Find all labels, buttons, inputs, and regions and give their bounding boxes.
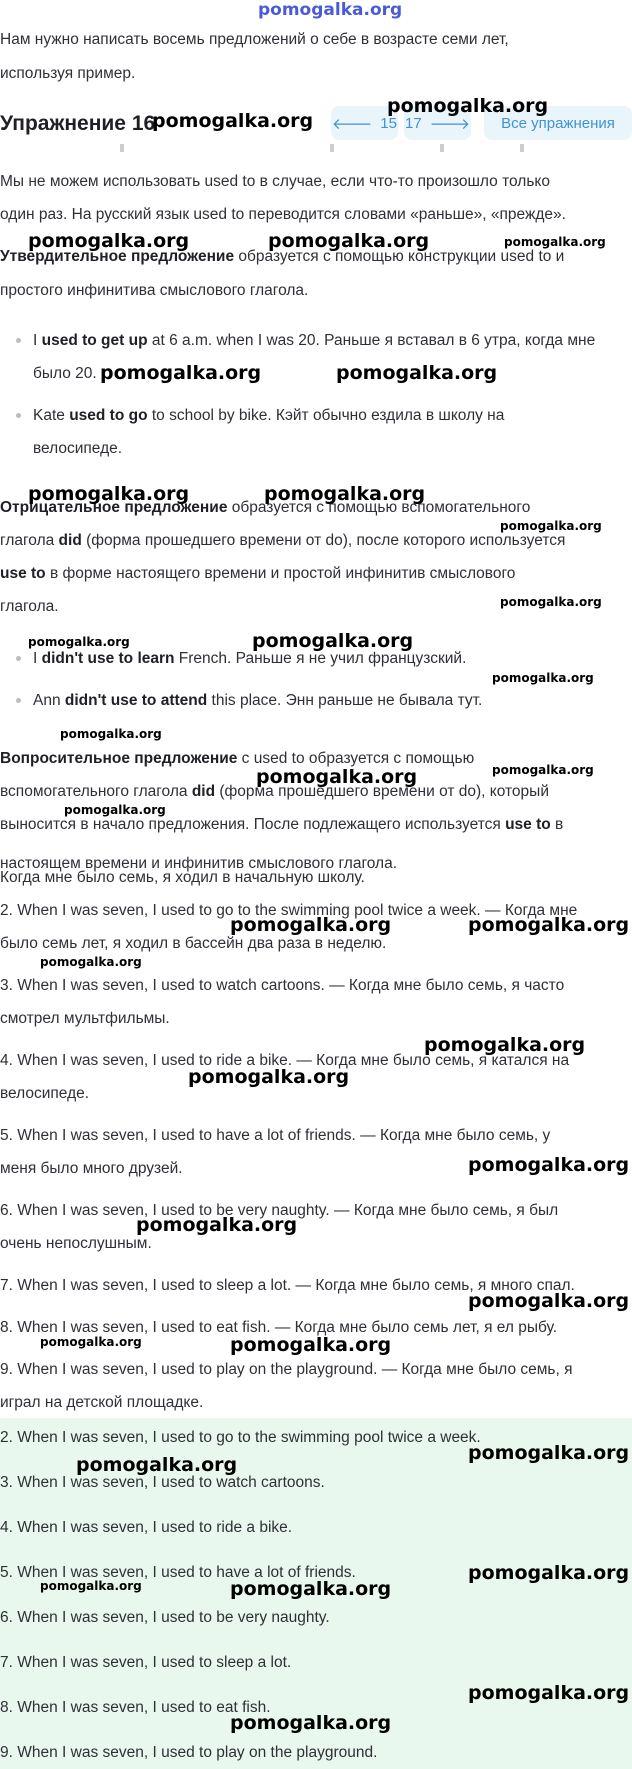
next-exercise-label: 17	[405, 114, 422, 132]
watermark: pomogalka.org	[136, 1214, 298, 1236]
translation-lead: Когда мне было семь, я ходил в начальную школу.	[0, 869, 365, 886]
answer-line: 7. When I was seven, I used to sleep a lot.	[0, 1654, 292, 1671]
watermark: pomogalka.org	[28, 230, 190, 252]
all-exercises-label: Все упражнения	[501, 114, 615, 132]
answer-line: 2. When I was seven, I used to go to the swimming pool twice a week.	[0, 1429, 481, 1446]
watermark: pomogalka.org	[504, 235, 606, 249]
translation-line: очень непослушным.	[0, 1235, 152, 1252]
intro-line: Нам нужно написать восемь предложений о себе в возрасте семи лет,	[0, 31, 509, 48]
example-text: I	[33, 332, 42, 349]
example-text: this place. Энн раньше не бывала тут.	[207, 692, 483, 709]
interrogative-text: с used to образуется с помощью	[237, 750, 475, 767]
answer-line: 5. When I was seven, I used to have a lot of friends.	[0, 1564, 356, 1581]
site-logo[interactable]: pomogalka.org	[258, 0, 403, 20]
example-text: to school by bike. Кэйт обычно ездила в школу на	[147, 407, 505, 424]
watermark: pomogalka.org	[76, 1454, 238, 1476]
watermark: pomogalka.org	[424, 1034, 586, 1056]
example-text: Kate	[33, 407, 70, 424]
prev-exercise-label: 15	[380, 114, 397, 132]
example-line	[33, 693, 482, 709]
negative-line: глагола.	[0, 598, 59, 615]
watermark: pomogalka.org	[230, 914, 392, 936]
theory-line: один раз. На русский язык used to переводится словами «раньше», «прежде».	[0, 206, 566, 223]
example-bold: didn't use to attend	[64, 692, 208, 709]
example-line: было 20.	[33, 365, 97, 382]
translation-line: играл на детской площадке.	[0, 1394, 204, 1411]
watermark: pomogalka.org	[468, 1290, 630, 1312]
example-bold: used to get up	[41, 332, 148, 349]
affirmative-text: образуется с помощью конструкции used to и	[234, 248, 565, 265]
negative-text: глагола	[0, 532, 59, 549]
example-bold: didn't use to learn	[41, 650, 175, 667]
interrogative-text: в	[550, 816, 564, 833]
translation-line: меня было много друзей.	[0, 1160, 183, 1177]
example-line	[33, 408, 504, 424]
negative-line	[0, 533, 565, 549]
example-text: Ann	[33, 692, 65, 709]
negative-bold: did	[58, 532, 82, 549]
interrogative-text: настоящем времени и инфинитив смыслового глагола.	[0, 855, 398, 872]
watermark: pomogalka.org	[188, 1066, 350, 1088]
theory-line: Мы не можем использовать used to в случае, если что-то произошло только	[0, 173, 550, 190]
negative-bold: use to	[0, 565, 46, 582]
cut-text-fragment	[0, 148, 632, 156]
watermark: pomogalka.org	[500, 595, 602, 609]
affirmative-line: простого инфинитива смыслового глагола.	[0, 282, 309, 299]
watermark: pomogalka.org	[468, 1562, 630, 1584]
watermark: pomogalka.org	[100, 362, 262, 384]
translation-line: 9. When I was seven, I used to play on the playground. — Когда мне было семь, я	[0, 1361, 573, 1378]
example-text: at 6 a.m. when I was 20. Раньше я вставал в 6 утра, когда мне	[147, 332, 596, 349]
bullet-dot	[16, 413, 21, 418]
watermark: pomogalka.org	[492, 671, 594, 685]
bullet-dot	[16, 656, 21, 661]
arrow-right-icon: 🡒	[429, 115, 470, 133]
bullet-dot	[16, 698, 21, 703]
watermark: pomogalka.org	[60, 727, 162, 741]
answer-line: 6. When I was seven, I used to be very naughty.	[0, 1609, 330, 1626]
interrogative-cut-line	[0, 855, 632, 872]
arrow-left-icon: 🡐	[332, 115, 373, 133]
watermark: pomogalka.org	[40, 1335, 142, 1349]
interrogative-heading: Вопросительное предложение	[0, 750, 238, 767]
affirmative-heading: Утвердительное предложение	[0, 248, 235, 265]
example-line	[33, 651, 466, 667]
translation-line: 2. When I was seven, I used to go to the swimming pool twice a week. — Когда мне	[0, 902, 578, 919]
bullet-dot	[16, 338, 21, 343]
negative-text: (форма прошедшего времени от do), после которого используется	[81, 532, 566, 549]
watermark: pomogalka.org	[230, 1334, 392, 1356]
watermark: pomogalka.org	[336, 362, 498, 384]
watermark: pomogalka.org	[468, 914, 630, 936]
interrogative-text: (форма прошедшего времени от do), который	[215, 783, 549, 800]
translation-line: 3. When I was seven, I used to watch cartoons. — Когда мне было семь, я часто	[0, 977, 565, 994]
watermark: pomogalka.org	[468, 1682, 630, 1704]
watermark: pomogalka.org	[40, 955, 142, 969]
interrogative-bold: use to	[505, 816, 551, 833]
negative-text: в форме настоящего времени и простой инфинитив смыслового	[45, 565, 516, 582]
interrogative-text: вспомогательного глагола	[0, 783, 192, 800]
watermark: pomogalka.org	[387, 95, 549, 117]
intro-line: используя пример.	[0, 65, 136, 82]
answer-line: 3. When I was seven, I used to watch cartoons.	[0, 1474, 325, 1491]
interrogative-line	[0, 751, 474, 767]
watermark: pomogalka.org	[152, 110, 314, 132]
watermark: pomogalka.org	[40, 1579, 142, 1593]
translation-line: 6. When I was seven, I used to be very naughty. — Когда мне было семь, я был	[0, 1202, 559, 1219]
watermark: pomogalka.org	[230, 1578, 392, 1600]
interrogative-bold: did	[191, 783, 216, 800]
translation-line: 7. When I was seven, I used to sleep a lot. — Когда мне было семь, я много спал.	[0, 1277, 575, 1294]
negative-line	[0, 566, 515, 582]
watermark: pomogalka.org	[28, 483, 190, 505]
negative-heading: Отрицательное предложение	[0, 499, 228, 516]
example-line	[33, 333, 595, 349]
translation-line: 4. When I was seven, I used to ride a bike. — Когда мне было семь, я катался на	[0, 1052, 570, 1069]
translation-line: 5. When I was seven, I used to have a lot of friends. — Когда мне было семь, у	[0, 1127, 551, 1144]
watermark: pomogalka.org	[256, 766, 418, 788]
watermark: pomogalka.org	[230, 1712, 392, 1734]
translation-line: было семь лет, я ходил в бассейн два раза в неделю.	[0, 935, 387, 952]
exercise-title: Упражнение 16	[0, 112, 156, 135]
example-bold: used to go	[69, 407, 148, 424]
watermark: pomogalka.org	[468, 1154, 630, 1176]
translation-line: велосипеде.	[0, 1085, 90, 1102]
example-text: I	[33, 650, 42, 667]
interrogative-line	[0, 817, 563, 833]
interrogative-text: выносится в начало предложения. После подлежащего используется	[0, 816, 506, 833]
negative-text: образуется с помощью вспомогательного	[227, 499, 531, 516]
watermark: pomogalka.org	[268, 230, 430, 252]
translation-line: 8. When I was seven, I used to eat fish. — Когда мне было семь лет, я ел рыбу.	[0, 1319, 558, 1336]
watermark: pomogalka.org	[28, 635, 130, 649]
watermark: pomogalka.org	[252, 630, 414, 652]
answer-line: 8. When I was seven, I used to eat fish.	[0, 1699, 271, 1716]
answer-line: 4. When I was seven, I used to ride a bike.	[0, 1519, 293, 1536]
watermark: pomogalka.org	[64, 803, 166, 817]
example-text: French. Раньше я не учил французский.	[174, 650, 467, 667]
example-line: велосипеде.	[33, 440, 123, 457]
watermark: pomogalka.org	[492, 763, 594, 777]
watermark: pomogalka.org	[500, 519, 602, 533]
watermark: pomogalka.org	[468, 1442, 630, 1464]
watermark: pomogalka.org	[264, 483, 426, 505]
answer-line: 9. When I was seven, I used to play on the playground.	[0, 1744, 378, 1761]
translation-line: смотрел мультфильмы.	[0, 1010, 170, 1027]
